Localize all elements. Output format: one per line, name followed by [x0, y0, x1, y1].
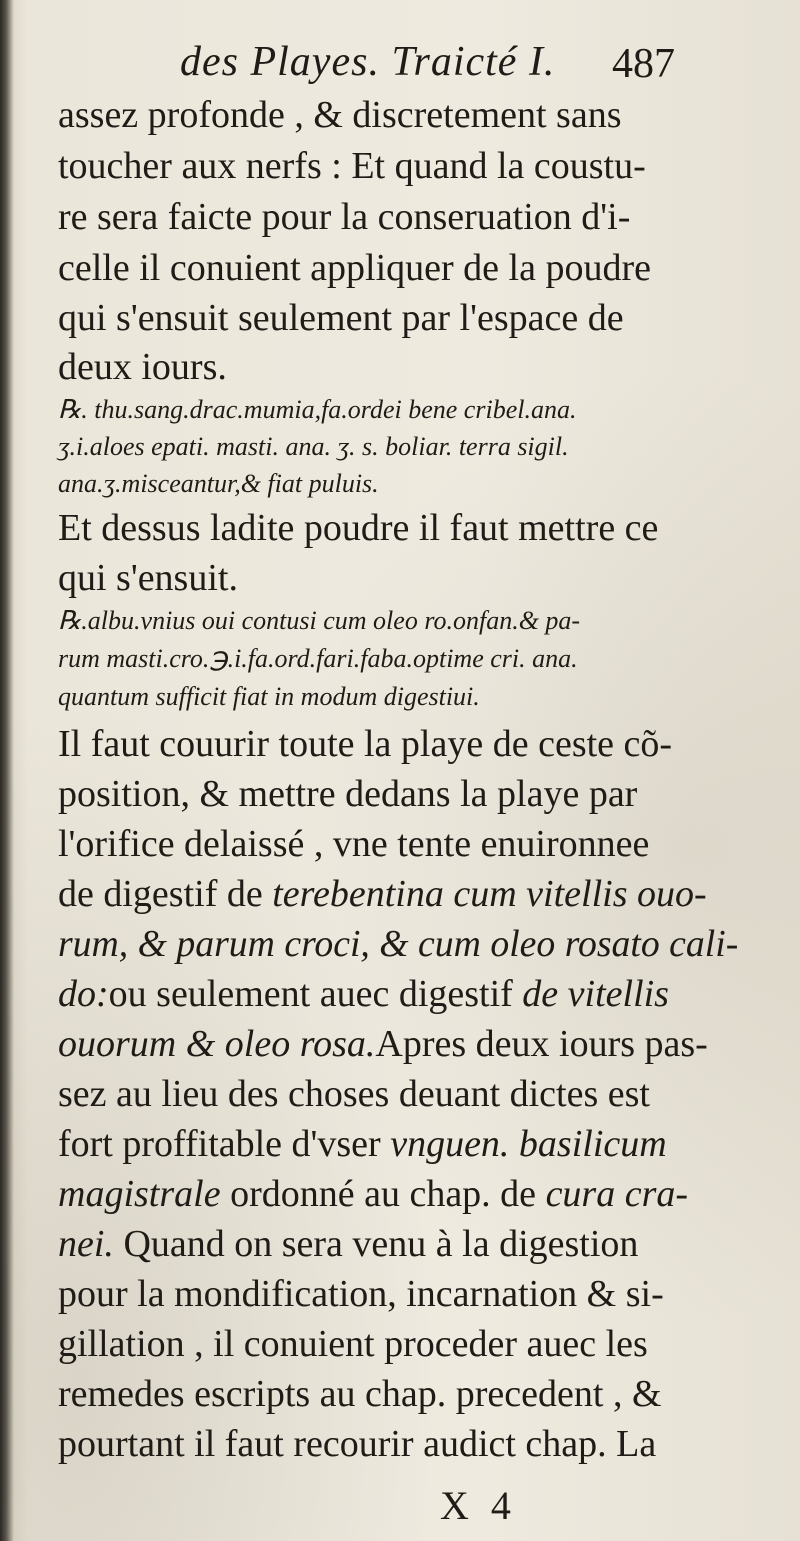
binding-edge — [0, 0, 14, 1541]
text-line: l'orifice delaissé , vne tente enuironnee — [58, 823, 650, 865]
text-line: re sera faicte pour la conseruation d'i- — [58, 196, 631, 238]
text-line: deux iours. — [58, 346, 227, 388]
text-line: pour la mondification, incarnation & si- — [58, 1273, 664, 1315]
text-line: toucher aux nerfs : Et quand la coustu- — [58, 145, 646, 187]
text-line: qui s'ensuit. — [58, 557, 238, 599]
text-line: magistrale ordonné au chap. de cura cra- — [58, 1173, 689, 1215]
text-line: de digestif de terebentina cum vitellis ouo- — [58, 873, 707, 915]
text-line: celle il conuient appliquer de la poudre — [58, 247, 651, 289]
text-line: rum, & parum croci, & cum oleo rosato cali- — [58, 923, 739, 965]
page-header — [0, 38, 800, 98]
signature-mark: X 4 — [440, 1483, 517, 1528]
text-line: nei. Quand on sera venu à la digestion — [58, 1223, 639, 1265]
recipe-line: ℞. thu.sang.drac.mumia,fa.ordei bene cribel.ana. — [58, 395, 577, 424]
text-line: assez profonde , & discretement sans — [58, 94, 622, 136]
text-line: do:ou seulement auec digestif de vitellis — [58, 973, 669, 1015]
text-line: Et dessus ladite poudre il faut mettre ce — [58, 507, 659, 549]
text-line: pourtant il faut recourir audict chap. La — [58, 1423, 657, 1465]
text-line: sez au lieu des choses deuant dictes est — [58, 1073, 650, 1115]
recipe-line: ana.ʒ.misceantur,& fiat puluis. — [58, 469, 379, 498]
recipe-line: ℞.albu.vnius oui contusi cum oleo ro.onfan.& pa- — [58, 606, 581, 635]
page-number: 487 — [612, 41, 675, 87]
recipe-line: ʒ.i.aloes epati. masti. ana. ʒ. s. boliar. terra sigil. — [58, 432, 569, 461]
text-line: remedes escripts au chap. precedent , & — [58, 1373, 662, 1415]
text-line: ouorum & oleo rosa.Apres deux iours pas- — [58, 1023, 708, 1065]
recipe-line: rum masti.cro.℈.i.fa.ord.fari.faba.optime cri. ana. — [58, 644, 578, 673]
recipe-line: quantum sufficit fiat in modum digestiui. — [58, 682, 480, 711]
text-line: fort proffitable d'vser vnguen. basilicum — [58, 1123, 667, 1165]
text-line: qui s'ensuit seulement par l'espace de — [58, 297, 624, 339]
text-line: position, & mettre dedans la playe par — [58, 773, 638, 815]
running-head: des Playes. Traicté I. — [180, 39, 556, 85]
text-line: gillation , il conuient proceder auec les — [58, 1323, 648, 1365]
text-line: Il faut couurir toute la playe de ceste cõ- — [58, 723, 673, 765]
